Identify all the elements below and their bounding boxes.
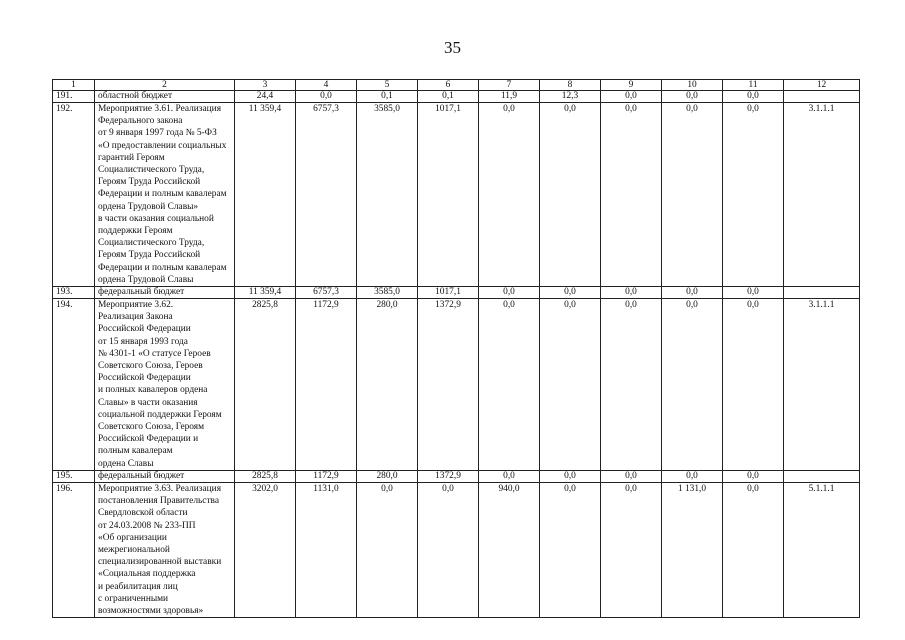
value-cell: 0,0 xyxy=(662,299,723,471)
column-number: 12 xyxy=(784,80,860,91)
value-cell: 3585,0 xyxy=(357,287,418,299)
value-cell: 0,0 xyxy=(418,482,479,617)
value-cell: 2825,8 xyxy=(235,470,296,482)
column-number: 8 xyxy=(540,80,601,91)
value-cell: 0,0 xyxy=(479,470,540,482)
value-cell: 0,0 xyxy=(662,287,723,299)
row-number: 194. xyxy=(53,299,95,471)
value-cell: 1017,1 xyxy=(418,103,479,287)
value-cell: 11 359,4 xyxy=(235,103,296,287)
program-code xyxy=(784,91,860,103)
value-cell: 0,0 xyxy=(296,91,357,103)
value-cell: 0,0 xyxy=(601,470,662,482)
program-code xyxy=(784,287,860,299)
table-row xyxy=(53,299,860,471)
row-number: 193. xyxy=(53,287,95,299)
value-cell: 11,9 xyxy=(479,91,540,103)
value-cell: 0,0 xyxy=(479,103,540,287)
column-number: 6 xyxy=(418,80,479,91)
value-cell: 1172,9 xyxy=(296,299,357,471)
page-number: 35 xyxy=(444,38,461,57)
value-cell: 0,0 xyxy=(601,482,662,617)
program-code: 3.1.1.1 xyxy=(784,299,860,471)
value-cell: 0,0 xyxy=(723,299,784,471)
value-cell: 0,0 xyxy=(601,299,662,471)
value-cell: 3585,0 xyxy=(357,103,418,287)
program-code: 5.1.1.1 xyxy=(784,482,860,617)
row-number: 195. xyxy=(53,470,95,482)
row-description: Мероприятие 3.61. Реализация Федерального закона от 9 января 1997 года № 5-ФЗ «О предоставлении социальных гарантий Героям Социалистического Труда, Героям Труда Российской Федерации и полным кавалерам ордена Трудовой Славы» в части оказания социальной поддержки Героям Социалистического Труда, Героям Труда Российской Федерации и полным кавалерам ордена Трудовой Славы xyxy=(95,103,235,287)
value-cell: 6757,3 xyxy=(296,103,357,287)
value-cell: 0,0 xyxy=(601,91,662,103)
value-cell: 0,0 xyxy=(723,91,784,103)
value-cell: 0,1 xyxy=(418,91,479,103)
budget-table xyxy=(52,79,860,618)
value-cell: 3202,0 xyxy=(235,482,296,617)
value-cell: 0,0 xyxy=(662,470,723,482)
value-cell: 940,0 xyxy=(479,482,540,617)
value-cell: 0,0 xyxy=(723,470,784,482)
table-row xyxy=(53,287,860,299)
value-cell: 0,0 xyxy=(540,287,601,299)
program-code xyxy=(784,470,860,482)
row-description: федеральный бюджет xyxy=(95,470,235,482)
value-cell: 0,0 xyxy=(723,482,784,617)
value-cell: 1372,9 xyxy=(418,470,479,482)
value-cell: 280,0 xyxy=(357,470,418,482)
value-cell: 11 359,4 xyxy=(235,287,296,299)
value-cell: 0,0 xyxy=(357,482,418,617)
value-cell: 6757,3 xyxy=(296,287,357,299)
value-cell: 0,0 xyxy=(540,103,601,287)
value-cell: 0,0 xyxy=(723,287,784,299)
row-number: 192. xyxy=(53,103,95,287)
column-number: 1 xyxy=(53,80,95,91)
value-cell: 0,0 xyxy=(601,287,662,299)
table-row xyxy=(53,482,860,617)
column-number: 5 xyxy=(357,80,418,91)
table-row xyxy=(53,470,860,482)
value-cell: 0,0 xyxy=(540,299,601,471)
value-cell: 0,0 xyxy=(662,103,723,287)
value-cell: 0,0 xyxy=(479,287,540,299)
value-cell: 280,0 xyxy=(357,299,418,471)
value-cell: 0,0 xyxy=(662,91,723,103)
program-code: 3.1.1.1 xyxy=(784,103,860,287)
column-number: 7 xyxy=(479,80,540,91)
value-cell: 1172,9 xyxy=(296,470,357,482)
column-number: 3 xyxy=(235,80,296,91)
value-cell: 1131,0 xyxy=(296,482,357,617)
value-cell: 1017,1 xyxy=(418,287,479,299)
table-row xyxy=(53,91,860,103)
value-cell: 0,1 xyxy=(357,91,418,103)
row-number: 196. xyxy=(53,482,95,617)
row-description: Мероприятие 3.62. Реализация Закона Российской Федерации от 15 января 1993 года № 4301-1 «О статусе Героев Советского Союза, Героев Российской Федерации и полных кавалеров ордена Славы» в части оказания социальной поддержки Героям Советского Союза, Героям Российской Федерации и полным кавалерам ордена Славы xyxy=(95,299,235,471)
value-cell: 0,0 xyxy=(540,470,601,482)
value-cell: 12,3 xyxy=(540,91,601,103)
column-number: 10 xyxy=(662,80,723,91)
row-description: областной бюджет xyxy=(95,91,235,103)
value-cell: 0,0 xyxy=(479,299,540,471)
value-cell: 1 131,0 xyxy=(662,482,723,617)
value-cell: 1372,9 xyxy=(418,299,479,471)
value-cell: 24,4 xyxy=(235,91,296,103)
column-number: 9 xyxy=(601,80,662,91)
row-description: Мероприятие 3.63. Реализация постановления Правительства Свердловской области от 24.03.2008 № 233-ПП «Об организации межрегиональной специализированной выставки «Социальная поддержка и реабилитация лиц с ограниченными возможностями здоровья» xyxy=(95,482,235,617)
row-description: федеральный бюджет xyxy=(95,287,235,299)
value-cell: 0,0 xyxy=(540,482,601,617)
value-cell: 0,0 xyxy=(601,103,662,287)
column-number-row xyxy=(53,80,860,91)
value-cell: 2825,8 xyxy=(235,299,296,471)
column-number: 11 xyxy=(723,80,784,91)
column-number: 4 xyxy=(296,80,357,91)
value-cell: 0,0 xyxy=(723,103,784,287)
row-number: 191. xyxy=(53,91,95,103)
column-number: 2 xyxy=(95,80,235,91)
table-row xyxy=(53,103,860,287)
